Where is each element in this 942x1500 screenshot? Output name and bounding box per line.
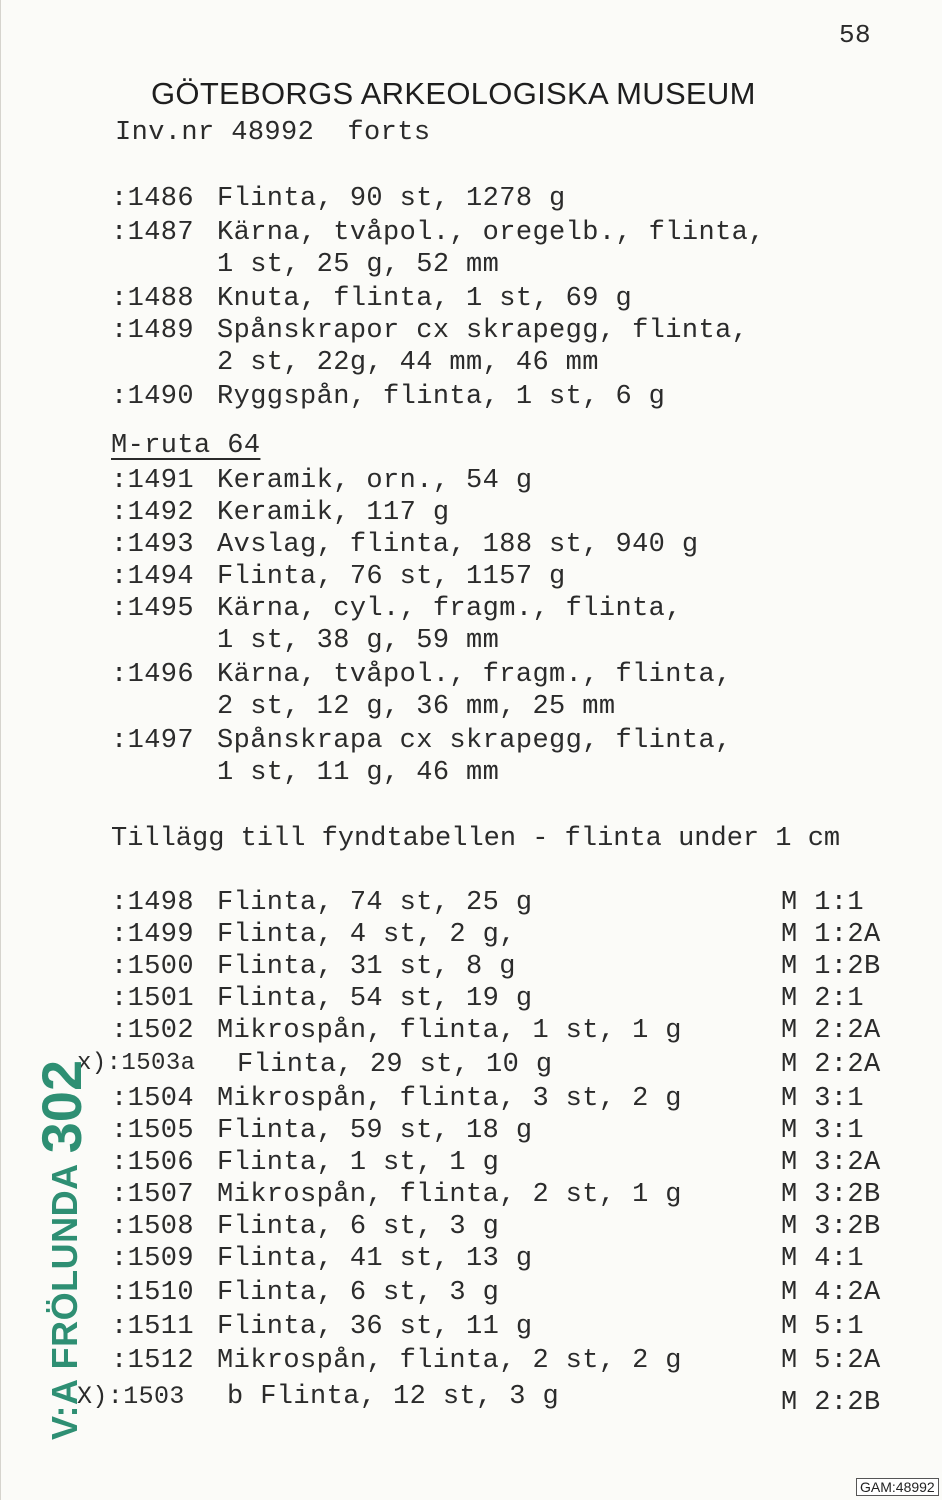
entry-text: Avslag, flinta, 188 st, 940 g [217,530,699,560]
square-reference: M 2:2B [781,1388,881,1418]
entry-number: :1498 [111,888,195,918]
entry-number: :1489 [111,316,195,346]
entry-text: Knuta, flinta, 1 st, 69 g [217,284,633,314]
entry-number: :1494 [111,562,195,592]
square-reference: M 1:2A [781,920,881,950]
entry-number: :1502 [111,1016,195,1046]
square-reference: M 2:2A [781,1016,881,1046]
entry-text: Kärna, tvåpol., oregelb., flinta, [217,218,765,248]
square-reference: M 3:2A [781,1148,881,1178]
stamp-number: 302 [30,1059,93,1154]
square-reference: M 3:1 [781,1116,865,1146]
square-reference: M 3:1 [781,1084,865,1114]
entry-text: Kärna, cyl., fragm., flinta, [217,594,682,624]
entry-number: :1505 [111,1116,195,1146]
entry-text-continued: 1 st, 11 g, 46 mm [217,758,500,788]
entry-number: :1486 [111,184,195,214]
entry-number-annotated: X):1503 [77,1382,185,1411]
entry-number: :1499 [111,920,195,950]
entry-text: Kärna, tvåpol., fragm., flinta, [217,660,732,690]
entry-number: :1500 [111,952,195,982]
square-reference: M 5:1 [781,1312,865,1342]
entry-number: :1508 [111,1212,195,1242]
square-reference: M 3:2B [781,1180,881,1210]
entry-text: Flinta, 6 st, 3 g [217,1278,500,1308]
entry-text: Flinta, 31 st, 8 g [217,952,516,982]
square-reference: M 2:2A [781,1050,881,1080]
square-reference: M 4:1 [781,1244,865,1274]
entry-number: :1506 [111,1148,195,1178]
entry-text: Flinta, 1 st, 1 g [217,1148,500,1178]
entry-text-continued: 1 st, 38 g, 59 mm [217,626,500,656]
entry-text: Flinta, 74 st, 25 g [217,888,533,918]
entry-number: :1511 [111,1312,195,1342]
entry-number: :1492 [111,498,195,528]
entry-text: Flinta, 6 st, 3 g [217,1212,500,1242]
entry-text: Mikrospån, flinta, 3 st, 2 g [217,1084,682,1114]
entry-text: Keramik, 117 g [217,498,450,528]
entry-text: Flinta, 54 st, 19 g [217,984,533,1014]
entry-number: :1491 [111,466,195,496]
square-reference: M 3:2B [781,1212,881,1242]
square-reference: M 2:1 [781,984,865,1014]
square-reference: M 1:2B [781,952,881,982]
entry-text: Flinta, 4 st, 2 g, [217,920,516,950]
entry-number: :1490 [111,382,195,412]
entry-text: Flinta, 76 st, 1157 g [217,562,566,592]
entry-text: Mikrospån, flinta, 2 st, 2 g [217,1346,682,1376]
entry-number: :1504 [111,1084,195,1114]
page-number: 58 [839,20,872,50]
entry-text-continued: 2 st, 12 g, 36 mm, 25 mm [217,692,616,722]
entry-text: Spånskrapor cx skrapegg, flinta, [217,316,749,346]
square-reference: M 5:2A [781,1346,881,1376]
entry-number: :1510 [111,1278,195,1308]
entry-text: Flinta, 90 st, 1278 g [217,184,566,214]
entry-number-annotated: x):1503a [77,1050,196,1077]
entry-text-continued: 2 st, 22g, 44 mm, 46 mm [217,348,599,378]
entry-text: Flinta, 59 st, 18 g [217,1116,533,1146]
entry-number: :1512 [111,1346,195,1376]
m-ruta-heading: M-ruta 64 [111,431,261,461]
museum-header: GÖTEBORGS ARKEOLOGISKA MUSEUM [151,76,756,111]
entry-text: Flinta, 36 st, 11 g [217,1312,533,1342]
stamp-site: V:A FRÖLUNDA [44,1163,85,1440]
inventory-number: Inv.nr 48992 forts [115,118,431,148]
entry-number: :1488 [111,284,195,314]
entry-text: b Flinta, 12 st, 3 g [227,1382,560,1412]
archive-reference: GAM:48992 [856,1478,939,1496]
entry-number: :1495 [111,594,195,624]
entry-number: :1493 [111,530,195,560]
entry-number: :1507 [111,1180,195,1210]
entry-text-continued: 1 st, 25 g, 52 mm [217,250,500,280]
entry-number: :1509 [111,1244,195,1274]
addendum-heading: Tillägg till fyndtabellen - flinta under 1 cm [111,824,841,854]
square-reference: M 4:2A [781,1278,881,1308]
entry-number: :1496 [111,660,195,690]
entry-text: Mikrospån, flinta, 2 st, 1 g [217,1180,682,1210]
entry-text: Keramik, orn., 54 g [217,466,533,496]
entry-number: :1497 [111,726,195,756]
entry-text: Mikrospån, flinta, 1 st, 1 g [217,1016,682,1046]
entry-number: :1501 [111,984,195,1014]
entry-text: Spånskrapa cx skrapegg, flinta, [217,726,732,756]
entry-number: :1487 [111,218,195,248]
site-stamp [29,1010,94,1440]
square-reference: M 1:1 [781,888,865,918]
entry-text: Flinta, 41 st, 13 g [217,1244,533,1274]
entry-text: Ryggspån, flinta, 1 st, 6 g [217,382,666,412]
entry-text: Flinta, 29 st, 10 g [237,1050,553,1080]
